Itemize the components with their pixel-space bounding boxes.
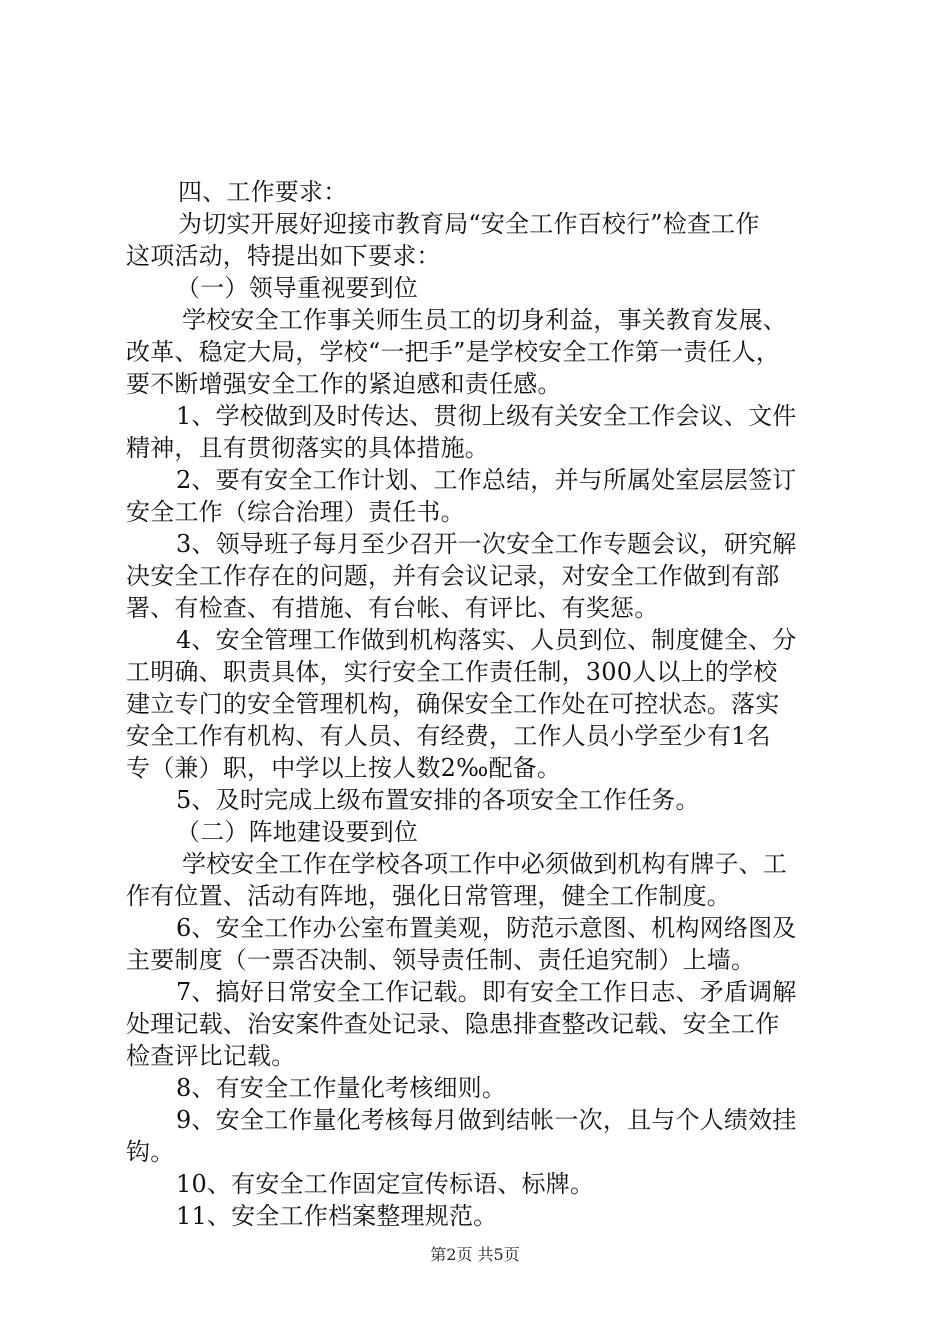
subsection-heading: （一）领导重视要到位 (176, 274, 418, 302)
list-item-continuation: 决安全工作存在的问题，并有会议记录，对安全工作做到有部 (126, 562, 780, 590)
list-item: 11、安全工作档案整理规范。 (176, 1202, 498, 1230)
paragraph-line: 作有位置、活动有阵地，强化日常管理，健全工作制度。 (126, 882, 731, 910)
paragraph-line: 学校安全工作在学校各项工作中必须做到机构有牌子、工 (182, 850, 787, 878)
list-item-continuation: 主要制度（一票否决制、领导责任制、责任追究制）上墙。 (126, 946, 756, 974)
paragraph-line: 改革、稳定大局，学校“一把手”是学校安全工作第一责任人， (126, 338, 781, 366)
list-item-continuation: 建立专门的安全管理机构，确保安全工作处在可控状态。落实 (126, 690, 780, 718)
list-item: 1、学校做到及时传达、贯彻上级有关安全工作会议、文件 (176, 402, 797, 430)
list-item: 8、有安全工作量化考核细则。 (176, 1074, 507, 1102)
subsection-heading: （二）阵地建设要到位 (176, 818, 418, 846)
list-item-continuation: 工明确、职责具体，实行安全工作责任制，300人以上的学校 (126, 658, 778, 686)
list-item-continuation: 处理记载、治安案件查处记录、隐患排查整改记载、安全工作 (126, 1010, 780, 1038)
paragraph-line: 学校安全工作事关师生员工的切身利益，事关教育发展、 (182, 306, 787, 334)
list-item: 10、有安全工作固定宣传标语、标牌。 (176, 1170, 595, 1198)
page-footer: 第2页 共5页 (430, 1245, 520, 1264)
list-item-continuation: 专（兼）职，中学以上按人数2‰配备。 (126, 754, 562, 782)
list-item: 2、要有安全工作计划、工作总结，并与所属处室层层签订 (176, 466, 797, 494)
list-item-continuation: 检查评比记载。 (126, 1042, 296, 1070)
paragraph-line: 这项活动，特提出如下要求： (126, 242, 441, 270)
paragraph-line: 要不断增强安全工作的紧迫感和责任感。 (126, 370, 562, 398)
list-item: 6、安全工作办公室布置美观，防范示意图、机构网络图及 (176, 914, 797, 942)
list-item-continuation: 安全工作（综合治理）责任书。 (126, 498, 465, 526)
section-heading: 四、工作要求： (178, 178, 348, 206)
list-item: 7、搞好日常安全工作记载。即有安全工作日志、矛盾调解 (176, 978, 797, 1006)
list-item: 3、领导班子每月至少召开一次安全工作专题会议，研究解 (176, 530, 797, 558)
list-item-continuation: 署、有检查、有措施、有台帐、有评比、有奖惩。 (126, 594, 659, 622)
list-item-continuation: 精神，且有贯彻落实的具体措施。 (126, 434, 489, 462)
list-item: 4、安全管理工作做到机构落实、人员到位、制度健全、分 (176, 626, 797, 654)
list-item-continuation: 钩。 (126, 1138, 175, 1166)
list-item: 5、及时完成上级布置安排的各项安全工作任务。 (176, 786, 700, 814)
paragraph-line: 为切实开展好迎接市教育局“安全工作百校行”检查工作 (178, 210, 760, 238)
list-item-continuation: 安全工作有机构、有人员、有经费，工作人员小学至少有1名 (126, 722, 771, 750)
list-item: 9、安全工作量化考核每月做到结帐一次，且与个人绩效挂 (176, 1106, 797, 1134)
